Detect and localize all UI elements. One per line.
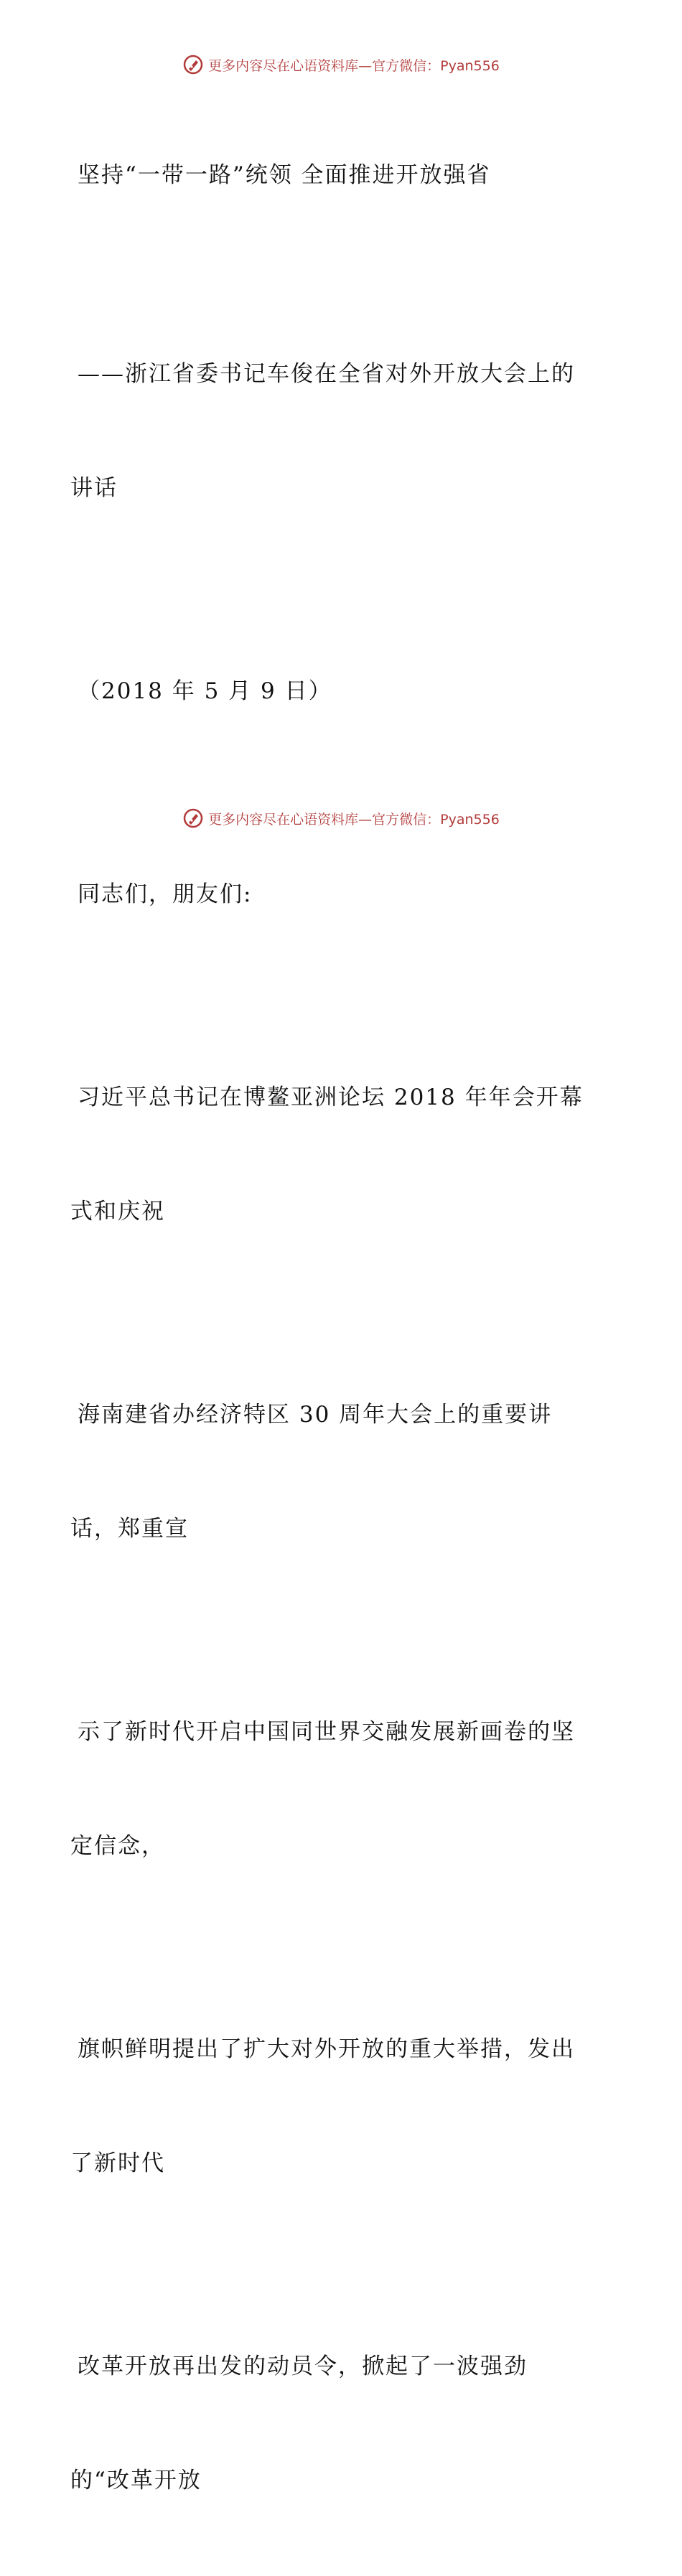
paragraph-line-2: 的“改革开放 [70, 2468, 202, 2493]
pen-nib-circle-icon [182, 807, 204, 829]
paragraph-line-1: 习近平总书记在博鳌亚洲论坛 2018 年年会开幕 [78, 1085, 584, 1110]
title-text: 坚持“一带一路”统领 全面推进开放强省 [78, 162, 491, 188]
document-date [70, 596, 602, 787]
date-text: （2018 年 5 月 9 日） [78, 678, 332, 704]
paragraph [70, 2272, 602, 2576]
paragraph-line-2: 式和庆祝 [70, 1199, 165, 1224]
document-subtitle [70, 279, 602, 584]
watermark-text: 更多内容尽在心语资料库—官方微信：Pyan556 [208, 811, 500, 828]
paragraph-line-1: 示了新时代开启中国同世界交融发展新画卷的坚 [78, 1719, 575, 1745]
paragraph-line-1: 海南建省办经济特区 30 周年大会上的重要讲 [78, 1402, 553, 1428]
paragraph-line-1: 改革开放再出发的动员令，掀起了一波强劲 [78, 2353, 528, 2379]
header-watermark [0, 50, 682, 79]
paragraph-line-1: 旗帜鲜明提出了扩大对外开放的重大举措，发出 [78, 2036, 575, 2062]
document-body [70, 80, 602, 2576]
paragraph [70, 1637, 602, 1942]
paragraph [70, 1320, 602, 1624]
paragraph-line-2: 定信念， [70, 1833, 165, 1859]
paragraph [70, 1954, 602, 2259]
paragraph [70, 1003, 602, 1307]
pen-nib-circle-icon [182, 54, 204, 75]
subtitle-line-2: 讲话 [70, 475, 118, 501]
paragraph-line-2: 了新时代 [70, 2150, 165, 2176]
footer-watermark [0, 804, 682, 833]
document-title [70, 80, 602, 271]
watermark-text: 更多内容尽在心语资料库—官方微信：Pyan556 [208, 57, 500, 74]
greeting-text: 同志们，朋友们: [78, 881, 253, 907]
subtitle-line-1: ——浙江省委书记车俊在全省对外开放大会上的 [78, 361, 575, 387]
paragraph-line-2: 话，郑重宣 [70, 1516, 189, 1542]
